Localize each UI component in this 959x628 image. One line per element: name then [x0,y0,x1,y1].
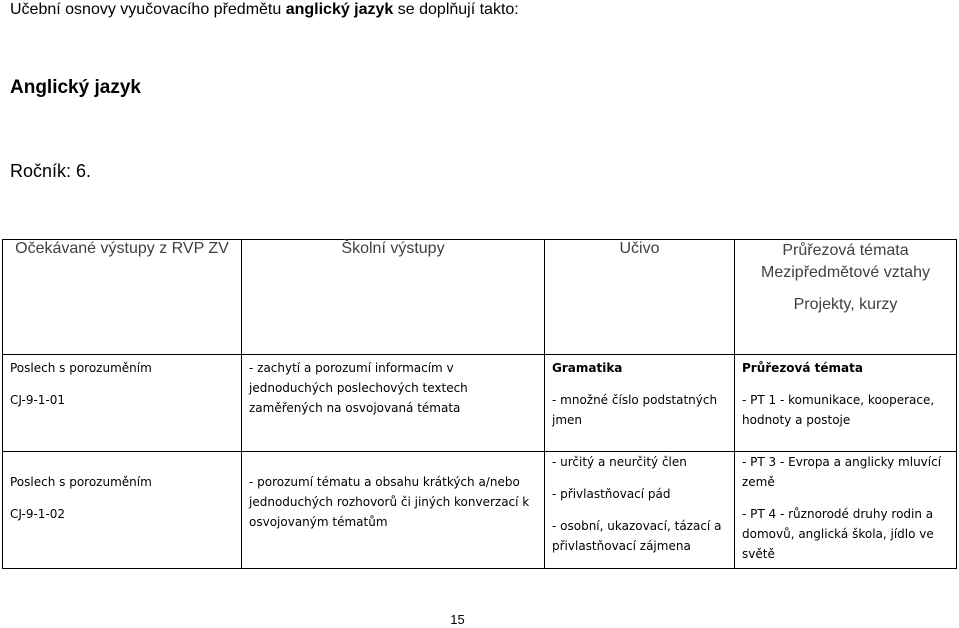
table-row [3,452,957,569]
row2-crosscut-item1: - PT 3 - Evropa a anglicky mluvící země [742,455,942,489]
row2-expected-cell [3,452,242,569]
row2-content-cell [545,452,735,569]
row1-expected-title: Poslech s porozuměním [10,361,152,375]
row1-school-output-cell [242,355,545,452]
row1-content-item1: - množné číslo podstatných jmen [552,393,718,427]
curriculum-table [2,239,957,569]
row1-school-output: - zachytí a porozumí informacím v jednoduchých poslechových textech zaměřených na osvojovaná témata [249,361,468,415]
row2-expected-title: Poslech s porozuměním [10,475,152,489]
row2-crosscut-item2: - PT 4 - různorodé druhy rodin a domovů, anglická škola, jídlo ve světě [742,507,934,561]
grade-label: Ročník: 6. [10,161,92,181]
row1-expected-cell [3,355,242,452]
row2-content-item1: - určitý a neurčitý člen [552,455,687,469]
header-school-outputs [242,240,545,355]
row2-crosscut-cell [735,452,957,569]
page-number [0,612,959,628]
header-content [545,240,735,355]
header-crosscutting-line1: Průřezová témata [782,242,909,259]
header-crosscutting-line3: Projekty, kurzy [793,296,898,313]
row2-content-item2: - přivlastňovací pád [552,487,671,501]
document-intro-line [10,0,519,20]
intro-subject: anglický jazyk [285,1,394,18]
page-number-label: 15 [450,612,465,627]
row2-expected-code: CJ-9-1-02 [10,507,66,521]
header-expected-outputs-label: Očekávané výstupy z RVP ZV [15,240,229,257]
row2-school-output-cell [242,452,545,569]
table-row [3,355,957,452]
header-expected-outputs [3,240,242,355]
header-content-label: Učivo [619,240,660,257]
row2-school-output: - porozumí tématu a obsahu krátkých a/nebo jednoduchých rozhovorů či jiných konverzací k osvojovaným tématům [249,475,530,529]
subject-heading: Anglický jazyk [10,77,141,98]
header-crosscutting [735,240,957,355]
intro-suffix: se doplňují takto: [393,1,519,18]
intro-prefix: Učební osnovy vyučovacího předmětu [10,1,286,18]
row1-crosscut-item1: - PT 1 - komunikace, kooperace, hodnoty a postoje [742,393,935,427]
header-school-outputs-label: Školní výstupy [341,240,445,257]
table-header-row [3,240,957,355]
row1-content-title: Gramatika [552,361,623,375]
row1-crosscut-cell [735,355,957,452]
row1-crosscut-title: Průřezová témata [742,361,863,375]
row1-content-cell [545,355,735,452]
header-crosscutting-line2: Mezipředmětové vztahy [761,264,930,281]
row1-expected-code: CJ-9-1-01 [10,393,66,407]
row2-content-item3: - osobní, ukazovací, tázací a přivlastňovací zájmena [552,519,722,553]
